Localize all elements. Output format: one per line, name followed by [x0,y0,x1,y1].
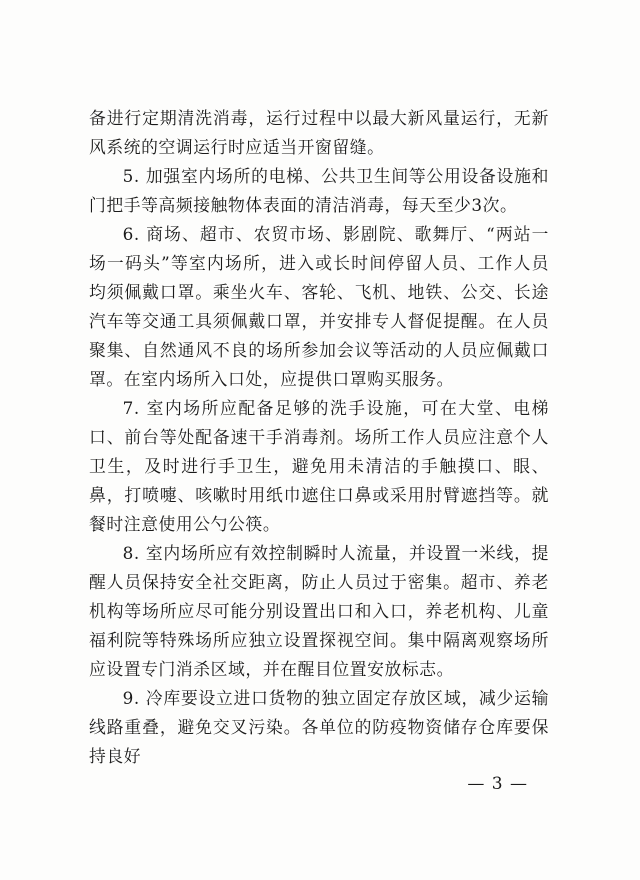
paragraph-item-9: 9. 冷库要设立进口货物的独立固定存放区域，减少运输线路重叠，避免交叉污染。各单位的防疫物资储存仓库要保持良好 [89,688,549,766]
paragraph-continuation: 备进行定期清洗消毒，运行过程中以最大新风量运行，无新风系统的空调运行时应适当开窗留缝。 [89,108,549,157]
paragraph-item-6: 6. 商场、超市、农贸市场、影剧院、歌舞厅、“两站一场一码头”等室内场所，进入或长时间停留人员、工作人员均须佩戴口罩。乘坐火车、客轮、飞机、地铁、公交、长途汽车等交通工具须佩戴口罩，并安排专人督促提醒。在人员聚集、自然通风不良的场所参加会议等活动的人员应佩戴口罩。在室内场所入口处，应提供口罩购买服务。 [89,224,549,389]
paragraph-item-5: 5. 加强室内场所的电梯、公共卫生间等公用设备设施和门把手等高频接触物体表面的清洁消毒，每天至少3次。 [89,166,549,215]
paragraph-item-8: 8. 室内场所应有效控制瞬时人流量，并设置一米线，提醒人员保持安全社交距离，防止人员过于密集。超市、养老机构等场所应尽可能分别设置出口和入口，养老机构、儿童福利院等特殊场所应独立设置探视空间。集中隔离观察场所应设置专门消杀区域，并在醒目位置安放标志。 [89,543,549,679]
document-body [89,104,549,771]
page-number: — 3 — [467,774,528,794]
paragraph-item-7: 7. 室内场所应配备足够的洗手设施，可在大堂、电梯口、前台等处配备速干手消毒剂。场所工作人员应注意个人卫生，及时进行手卫生，避免用未清洁的手触摸口、眼、鼻，打喷嚏、咳嗽时用纸巾遮住口鼻或采用肘臂遮挡等。就餐时注意使用公勺公筷。 [89,398,549,534]
